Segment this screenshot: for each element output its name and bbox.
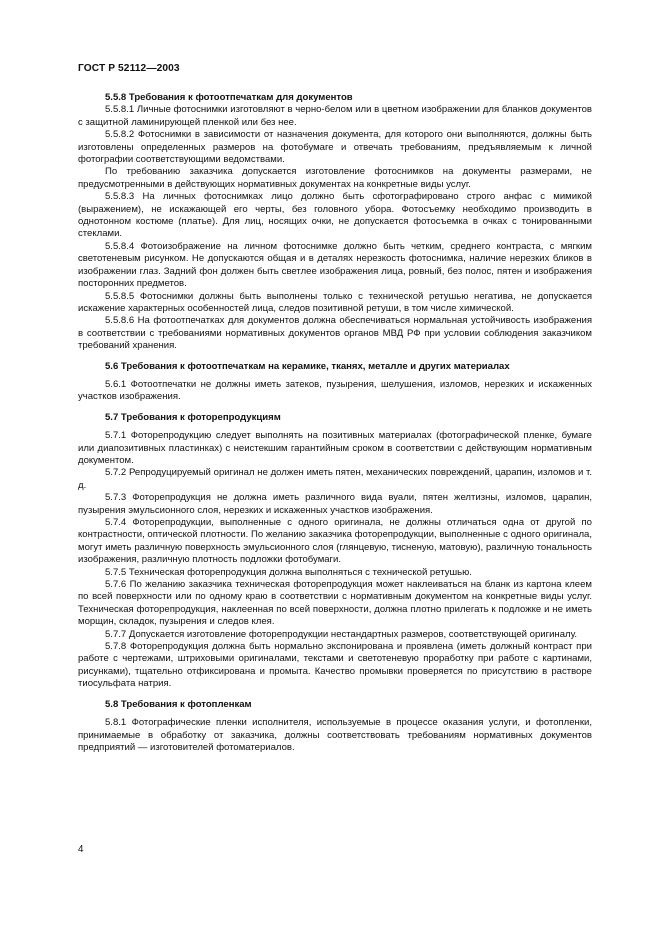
paragraph: 5.7.1 Фоторепродукцию следует выполнять на позитивных материалах (фотографической пленке, бумаге или диапозитивных пластинках) с неистекшим гарантийным сроком в соответствии с действующим нормативным документом. bbox=[78, 430, 592, 466]
paragraph: 5.5.8.4 Фотоизображение на личном фотоснимке должно быть четким, среднего контраста, с мягким светотеневым рисунком. Не допускаются общая и в деталях нерезкость фотоснимка, наличие нерезких бликов в изображении глаз. Задний фон должен быть светлее изображения лица, ровный, без полос, пятен и изображения посторонних предметов. bbox=[78, 240, 592, 290]
section-heading: 5.5.8 Требования к фотоотпечаткам для документов bbox=[105, 92, 353, 103]
paragraph: По требованию заказчика допускается изготовление фотоснимков на документы размерами, не предусмотренными в действующих нормативных документах на конкретные виды услуг. bbox=[78, 166, 592, 190]
paragraph: 5.7.5 Техническая фоторепродукция должна выполняться с технической ретушью. bbox=[105, 566, 472, 578]
section-heading: 5.7 Требования к фоторепродукциям bbox=[105, 411, 281, 423]
paragraph: 5.5.8.5 Фотоснимки должны быть выполнены только с технической ретушью негатива, не допускается искажение характерных особенностей лица, следов позитивной ретуши, в том числе химической. bbox=[78, 290, 592, 314]
paragraph: 5.7.8 Фоторепродукция должна быть нормально экспонирована и проявлена (иметь должный контраст при работе с чертежами, штриховыми оригиналами, текстами и светотеневую проработку при работе с картинами, рисунками), тщательно отфиксирована и промыта. Качество промывки проверяется по присутствию в растворе тиосульфата натрия. bbox=[78, 641, 592, 690]
section-heading: 5.8 Требования к фотопленкам bbox=[105, 698, 252, 710]
paragraph: 5.5.8.1 Личные фотоснимки изготовляют в черно-белом или в цветном изображении для бланков документов с защитной ламинирующей пленкой или без нее. bbox=[78, 104, 592, 128]
document-header: ГОСТ Р 52112—2003 bbox=[78, 63, 180, 74]
section-heading: 5.6 Требования к фотоотпечаткам на керамике, тканях, металле и других материалах bbox=[105, 360, 510, 372]
paragraph: 5.5.8.3 На личных фотоснимках лицо должно быть сфотографировано строго анфас с мимикой (выражением), не искажающей его черты, без головного убора. Фотосъемку необходимо производить в однотонном костюме (платье). Для лиц, носящих очки, не допускается фотосъемка в очках с тонированными стеклами. bbox=[78, 191, 592, 240]
paragraph: 5.5.8.2 Фотоснимки в зависимости от назначения документа, для которого они выполняются, должны быть изготовлены определенных размеров на фотобумаге и отвечать требованиям, предъявляемым к личной фотографии соответствующими ведомствами. bbox=[78, 129, 592, 166]
paragraph: 5.5.8.6 На фотоотпечатках для документов должна обеспечиваться нормальная устойчивость изображения в соответствии с требованиями нормативных документов органов МВД РФ при условии соблюдения заказчиком требований хранения. bbox=[78, 315, 592, 352]
paragraph: 5.8.1 Фотографические пленки исполнителя, используемые в процессе оказания услуги, и фотопленки, принимаемые в обработку от заказчика, должны соответствовать требованиям нормативных документов предприятий — изготовителей фотоматериалов. bbox=[78, 717, 592, 753]
paragraph: 5.7.4 Фоторепродукции, выполненные с одного оригинала, не должны отличаться одна от другой по контрастности, оптической плотности. По желанию заказчика фоторепродукции, выполненные с одного оригинала, могут иметь различную поверхность эмульсионного слоя (глянцевую, тисненую, матовую), различную тональность изображения, различную плотность подложки фотобумаги. bbox=[78, 517, 592, 566]
document-body bbox=[78, 92, 592, 754]
paragraph: 5.7.6 По желанию заказчика техническая фоторепродукция может наклеиваться на бланк из картона клеем по всей поверхности или по одному краю в соответствии с нормативным документом на конкретные виды услуг. Техническая фоторепродукция, наклеенная по всей поверхности, должна плотно прилегать к подложке и не иметь морщин, складок, пузырения и следов клея. bbox=[78, 579, 592, 628]
paragraph: 5.7.7 Допускается изготовление фоторепродукции нестандартных размеров, соответствующей оригиналу. bbox=[105, 628, 578, 640]
paragraph: 5.7.2 Репродуцируемый оригинал не должен иметь пятен, механических повреждений, царапин, изломов и т. д. bbox=[78, 467, 592, 491]
page-number: 4 bbox=[78, 844, 84, 855]
paragraph: 5.6.1 Фотоотпечатки не должны иметь затеков, пузырения, шелушения, изломов, нерезких и искаженных участков изображения. bbox=[78, 378, 592, 403]
paragraph: 5.7.3 Фоторепродукция не должна иметь различного вида вуали, пятен желтизны, изломов, царапин, пузырения эмульсионного слоя, нерезких и искаженных участков изображения. bbox=[78, 492, 592, 516]
